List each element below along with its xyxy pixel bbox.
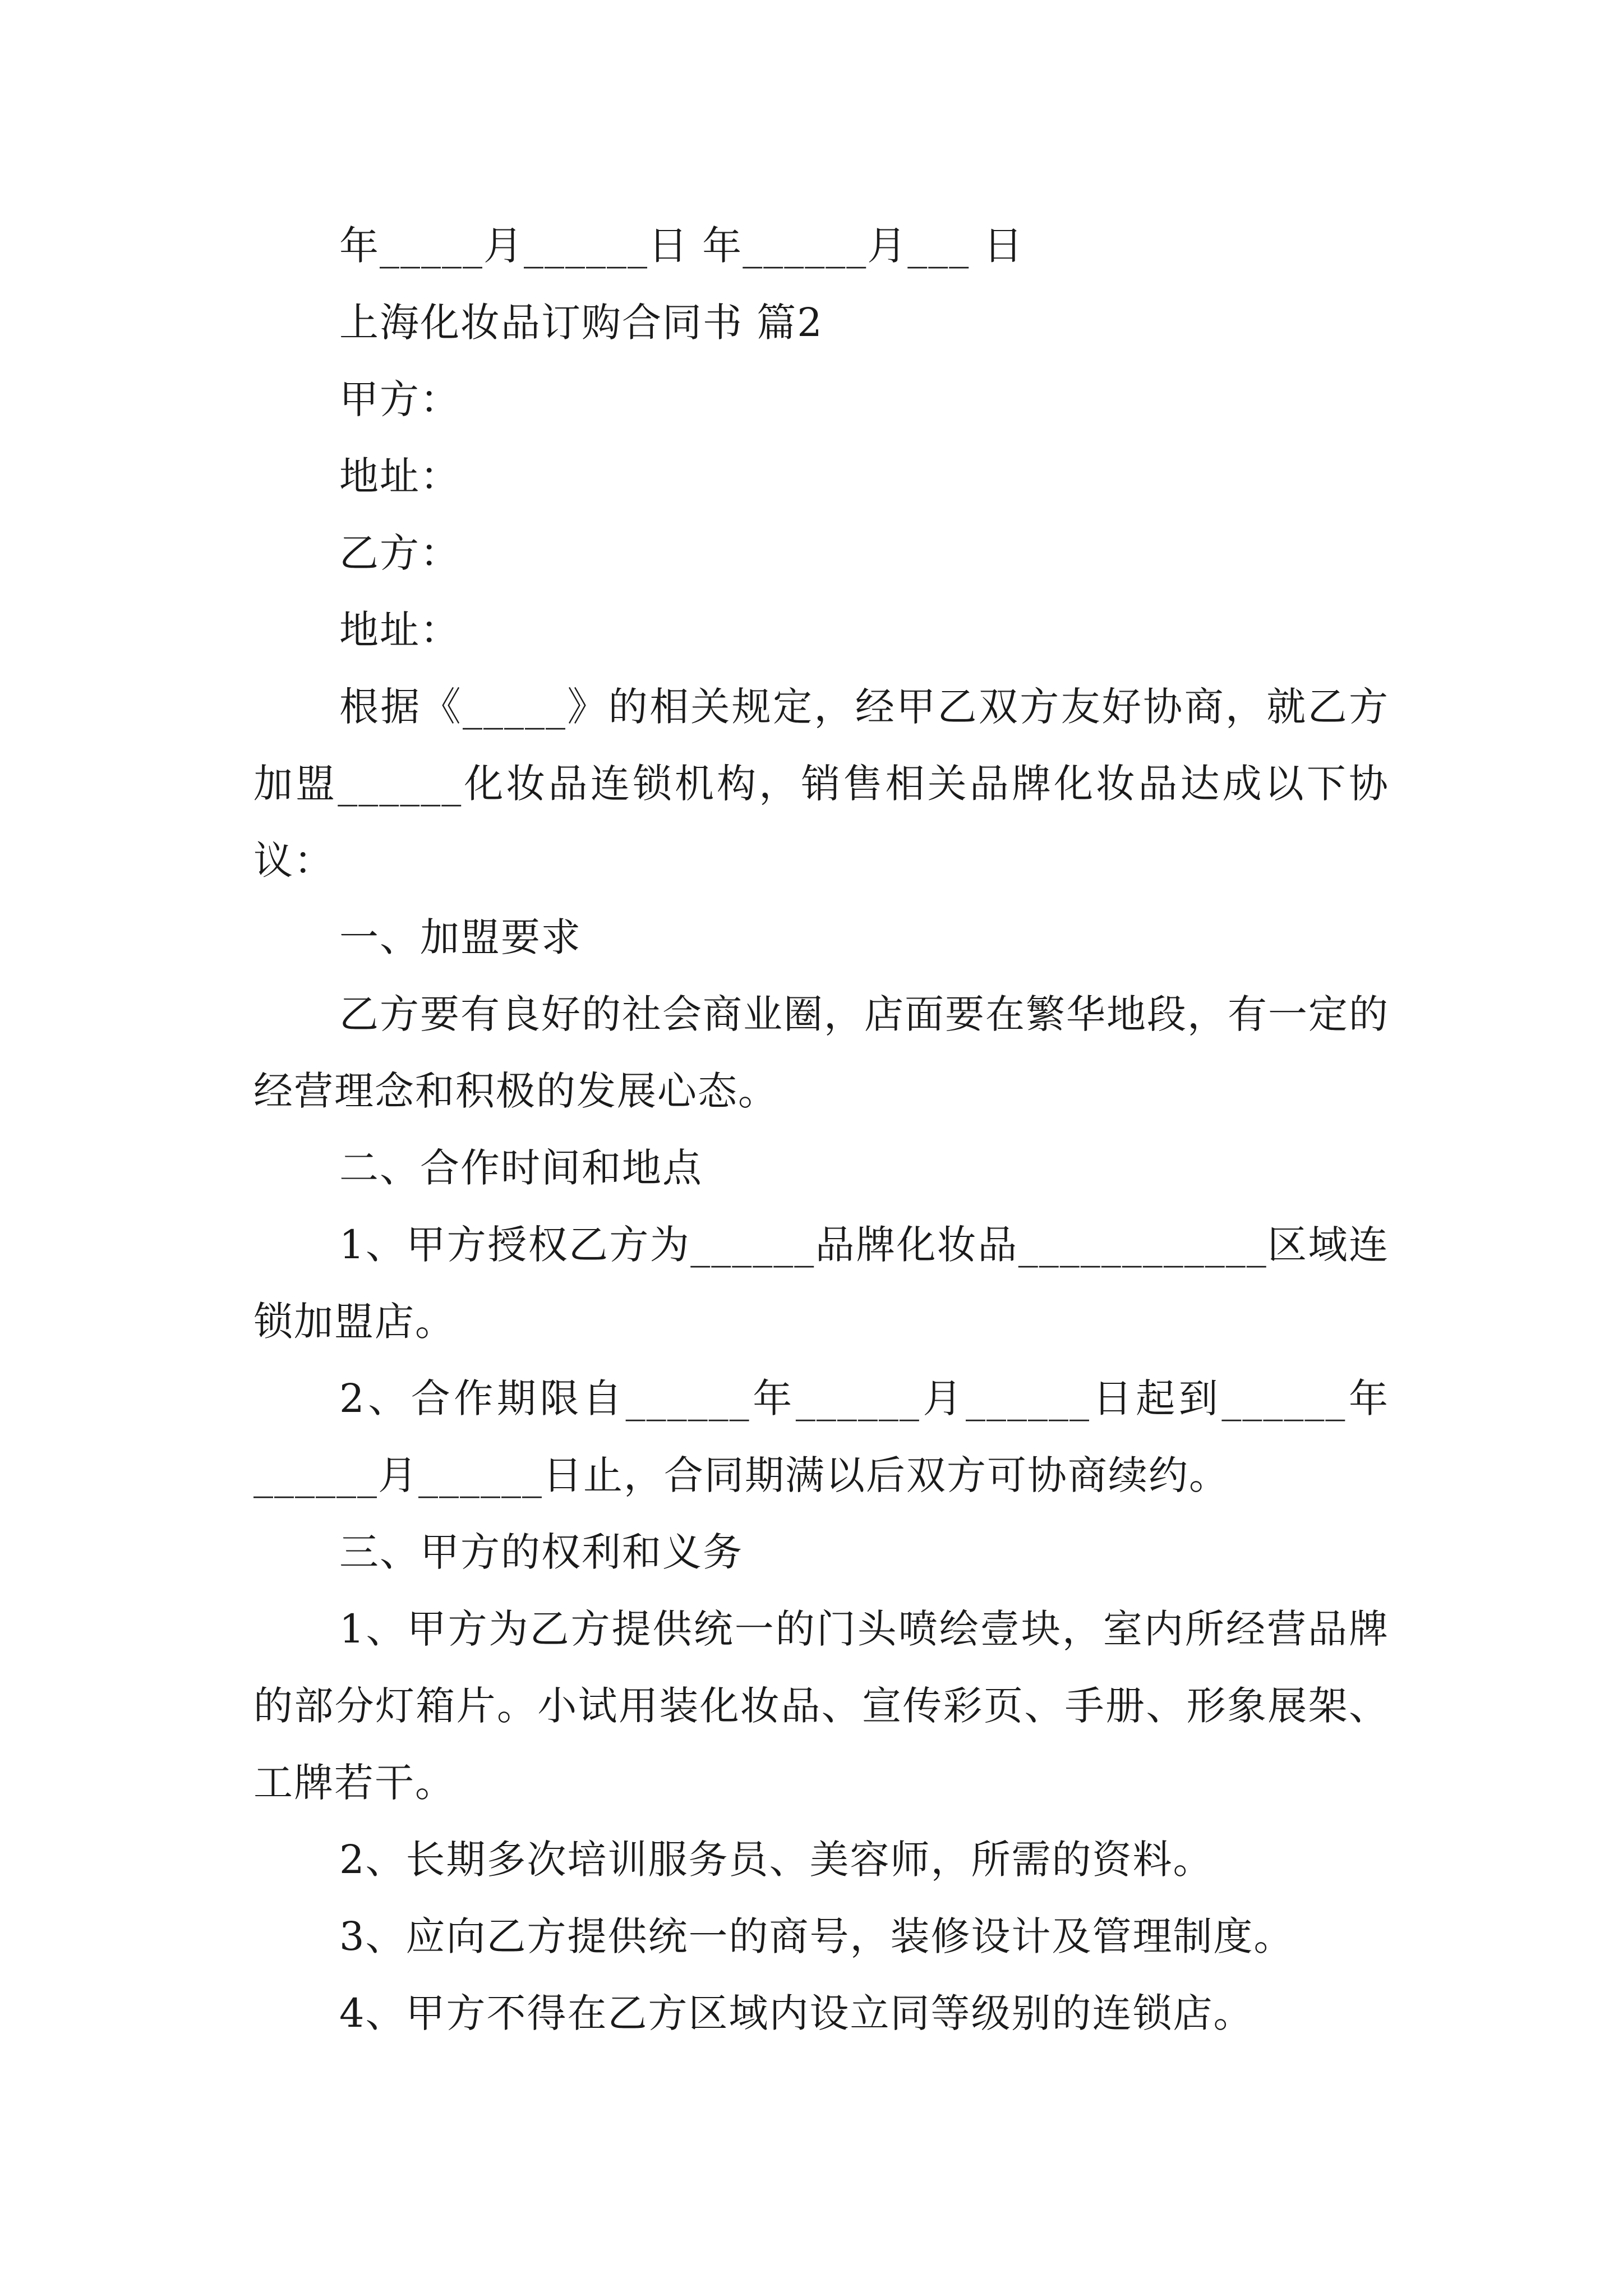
document-heading: 上海化妆品订购合同书 篇2	[339, 300, 823, 346]
section-3-item-2: 2、长期多次培训服务员、美容师，所需的资料。	[339, 1837, 1214, 1883]
section-2-item-1: 1、甲方授权乙方为______品牌化妆品____________区域连锁加盟店。	[253, 1222, 1389, 1345]
section-1-paragraph: 乙方要有良好的社会商业圈，店面要在繁华地段，有一定的经营理念和积极的发展心态。	[253, 991, 1389, 1114]
section-3-title: 三、甲方的权利和义务	[339, 1529, 743, 1575]
section-3-item-3: 3、应向乙方提供统一的商号，装修设计及管理制度。	[339, 1913, 1294, 1959]
document-body	[253, 208, 1389, 2052]
section-1-title: 一、加盟要求	[339, 914, 582, 960]
party-b-address-label: 地址：	[339, 607, 460, 653]
section-3-item-1: 1、甲方为乙方提供统一的门头喷绘壹块，室内所经营品牌的部分灯箱片。小试用装化妆品、宣传彩页、手册、形象展架、工牌若干。	[253, 1606, 1389, 1806]
section-2-title: 二、合作时间和地点	[339, 1145, 703, 1191]
party-a-label: 甲方：	[339, 376, 460, 422]
section-2-item-2: 2、合作期限自______年______月______日起到______年______月______日止，合同期满以后双方可协商续约。	[253, 1375, 1389, 1498]
party-b-label: 乙方：	[339, 530, 460, 576]
signature-date-line: 年_____月______日 年______月___ 日	[339, 223, 1024, 269]
preamble-paragraph: 根据《_____》的相关规定，经甲乙双方友好协商，就乙方加盟______化妆品连锁机构，销售相关品牌化妆品达成以下协议：	[253, 684, 1389, 884]
section-3-item-4: 4、甲方不得在乙方区域内设立同等级别的连锁店。	[339, 1990, 1254, 2036]
party-a-address-label: 地址：	[339, 453, 460, 499]
